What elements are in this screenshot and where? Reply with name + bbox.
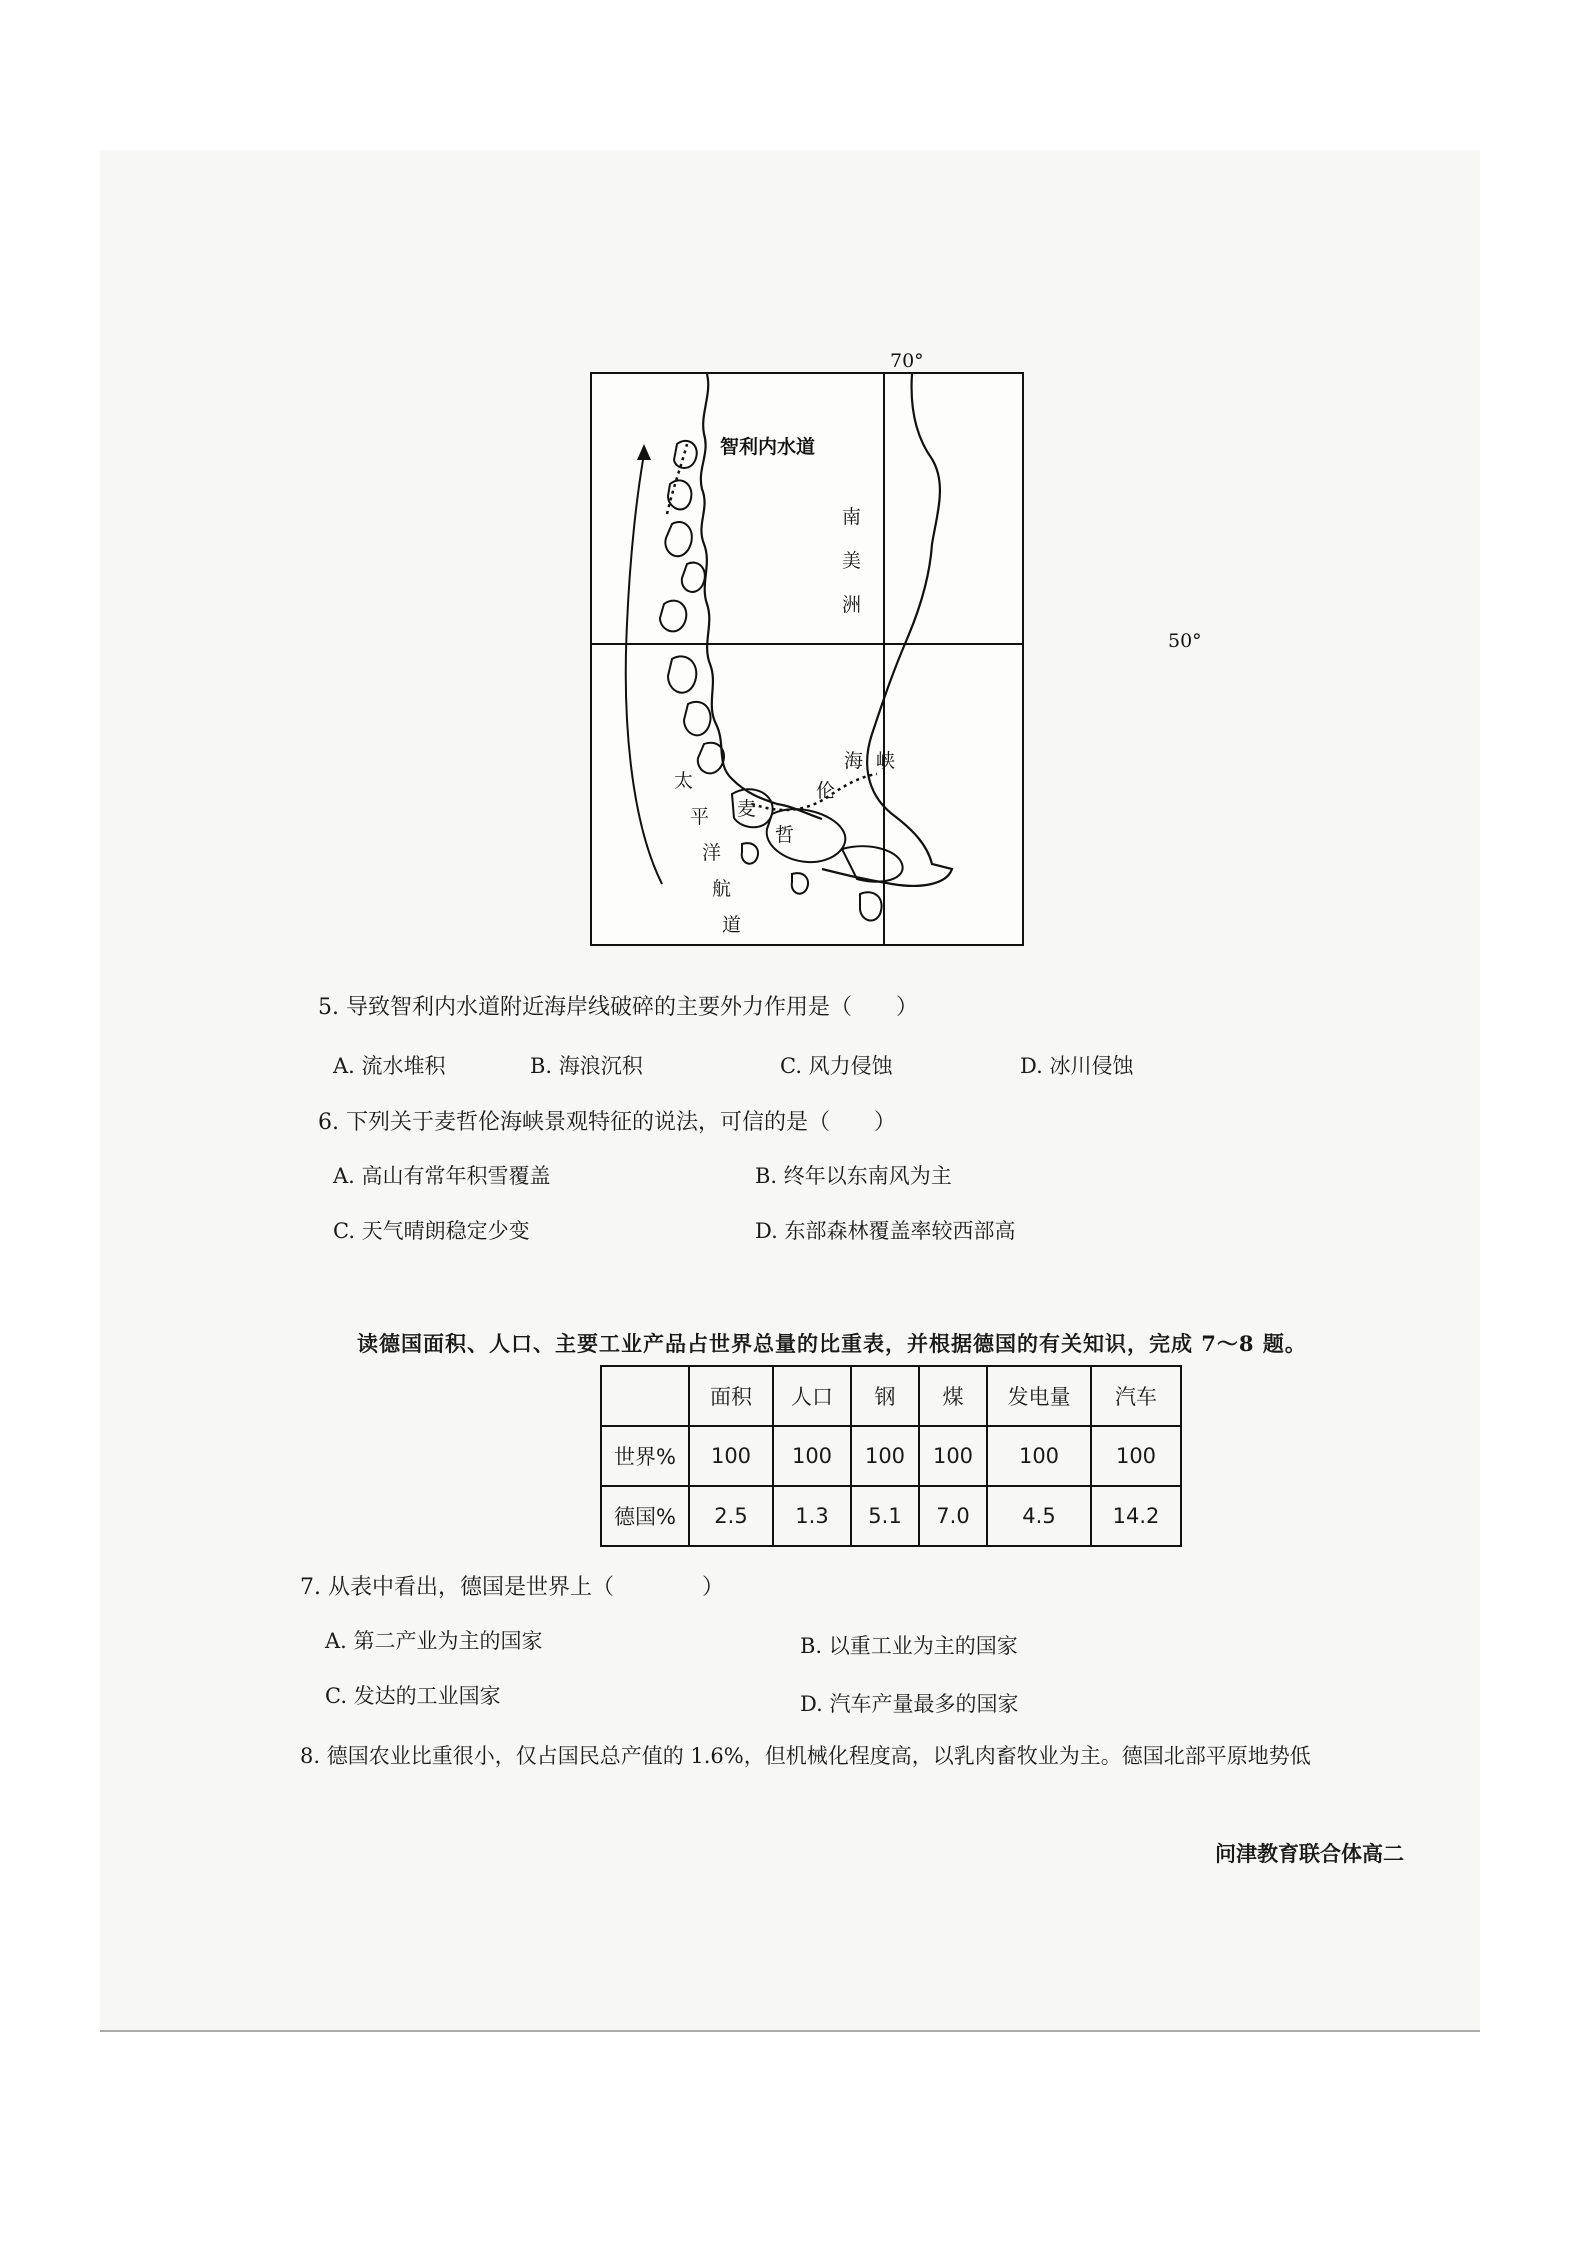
route-arrow bbox=[637, 444, 651, 460]
q5-option-d: D. 冰川侵蚀 bbox=[1020, 1054, 1134, 1078]
table-cell: 14.2 bbox=[1091, 1486, 1181, 1546]
patagonia-map bbox=[590, 372, 1024, 946]
q5-option-b: B. 海浪沉积 bbox=[530, 1054, 643, 1078]
route-label-4: 航 bbox=[712, 878, 732, 900]
table-header-cell: 面积 bbox=[689, 1366, 773, 1426]
table-cell: 100 bbox=[919, 1426, 987, 1486]
island bbox=[792, 873, 808, 894]
island bbox=[660, 601, 686, 632]
table-row bbox=[601, 1426, 1181, 1486]
table-cell: 100 bbox=[987, 1426, 1091, 1486]
magellan-route bbox=[752, 774, 877, 810]
q6-option-c: C. 天气晴朗稳定少变 bbox=[333, 1219, 530, 1243]
map-drawing bbox=[592, 374, 1022, 944]
table-cell: 100 bbox=[689, 1426, 773, 1486]
table-cell: 100 bbox=[773, 1426, 851, 1486]
island bbox=[682, 563, 705, 592]
germany-share-table bbox=[600, 1365, 1182, 1547]
question-8: 8. 德国农业比重很小，仅占国民总产值的 1.6%，但机械化程度高，以乳肉畜牧业为主。德国北部平原地势低 bbox=[300, 1744, 1311, 1768]
island bbox=[665, 522, 691, 556]
table-cell: 100 bbox=[1091, 1426, 1181, 1486]
table-header-row bbox=[601, 1366, 1181, 1426]
route-label-5: 道 bbox=[722, 914, 742, 936]
island bbox=[698, 743, 724, 774]
table-cell: 世界% bbox=[601, 1426, 689, 1486]
strait-label-2: 哲 bbox=[775, 824, 795, 846]
page-divider bbox=[100, 2030, 1480, 2032]
q5-option-c: C. 风力侵蚀 bbox=[780, 1054, 893, 1078]
route-label-1: 太 bbox=[674, 770, 694, 792]
table-row bbox=[601, 1486, 1181, 1546]
q7-option-c: C. 发达的工业国家 bbox=[325, 1684, 501, 1708]
question-5: 5. 导致智利内水道附近海岸线破碎的主要外力作用是（ ） bbox=[318, 995, 918, 1020]
continent-label-1: 南 bbox=[842, 506, 862, 528]
east-coastline bbox=[822, 374, 952, 886]
island bbox=[668, 480, 691, 509]
continent-label-2: 美 bbox=[842, 550, 862, 572]
table-cell: 7.0 bbox=[919, 1486, 987, 1546]
island bbox=[742, 843, 758, 864]
question-6: 6. 下列关于麦哲伦海峡景观特征的说法，可信的是（ ） bbox=[318, 1110, 896, 1135]
table-intro: 读德国面积、人口、主要工业产品占世界总量的比重表，并根据德国的有关知识，完成 7～8 题。 bbox=[357, 1331, 1307, 1356]
strait-label-1: 麦 bbox=[737, 798, 757, 820]
q6-option-b: B. 终年以东南风为主 bbox=[755, 1164, 952, 1188]
island bbox=[684, 702, 711, 735]
q6-option-a: A. 高山有常年积雪覆盖 bbox=[333, 1164, 551, 1188]
table-cell: 德国% bbox=[601, 1486, 689, 1546]
q7-option-b: B. 以重工业为主的国家 bbox=[800, 1634, 1018, 1658]
table-header-cell: 煤 bbox=[919, 1366, 987, 1426]
strait-label-3: 伦 bbox=[816, 780, 836, 802]
table-header-cell: 发电量 bbox=[987, 1366, 1091, 1426]
strait-label-4: 海 bbox=[844, 750, 864, 772]
strait-label-5: 峡 bbox=[876, 750, 896, 772]
page-footer: 问津教育联合体高二 bbox=[1215, 1841, 1404, 1866]
table-header-cell bbox=[601, 1366, 689, 1426]
continent-label-3: 洲 bbox=[842, 594, 862, 616]
route-label-3: 洋 bbox=[702, 842, 722, 864]
route-label-2: 平 bbox=[690, 806, 710, 828]
q6-option-d: D. 东部森林覆盖率较西部高 bbox=[755, 1219, 1016, 1243]
table-header-cell: 钢 bbox=[851, 1366, 919, 1426]
table-cell: 1.3 bbox=[773, 1486, 851, 1546]
island bbox=[668, 656, 696, 692]
latitude-label: 50° bbox=[1168, 630, 1202, 652]
table-cell: 2.5 bbox=[689, 1486, 773, 1546]
table-cell: 4.5 bbox=[987, 1486, 1091, 1546]
q7-option-a: A. 第二产业为主的国家 bbox=[325, 1629, 543, 1653]
longitude-label: 70° bbox=[890, 350, 924, 372]
island bbox=[860, 892, 882, 920]
channel-label: 智利内水道 bbox=[720, 436, 816, 458]
table-header-cell: 人口 bbox=[773, 1366, 851, 1426]
island bbox=[674, 441, 697, 468]
question-7: 7. 从表中看出，德国是世界上（ ） bbox=[300, 1575, 724, 1600]
pacific-route bbox=[626, 454, 662, 884]
table-header-cell: 汽车 bbox=[1091, 1366, 1181, 1426]
q7-option-d: D. 汽车产量最多的国家 bbox=[800, 1692, 1019, 1716]
table-cell: 5.1 bbox=[851, 1486, 919, 1546]
table-cell: 100 bbox=[851, 1426, 919, 1486]
q5-option-a: A. 流水堆积 bbox=[333, 1054, 446, 1078]
